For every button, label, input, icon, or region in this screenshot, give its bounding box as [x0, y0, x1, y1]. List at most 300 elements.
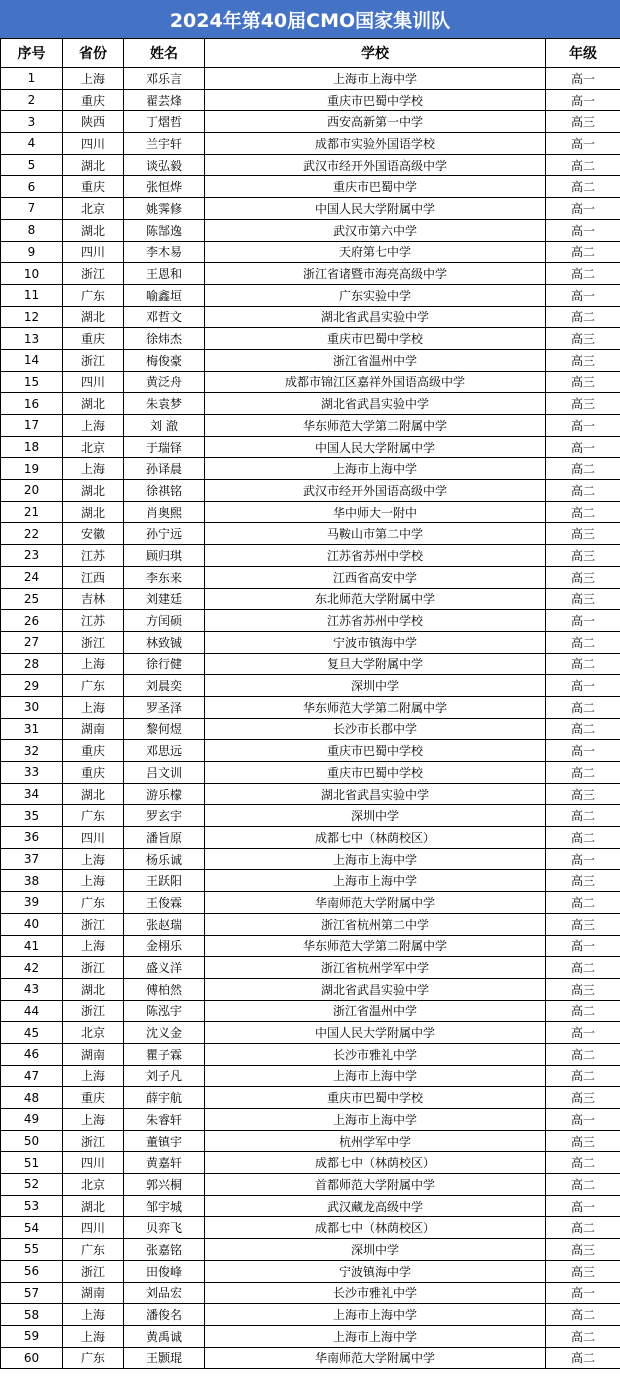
cell-name: 张嘉铭	[124, 1239, 205, 1261]
cell-no: 58	[1, 1304, 63, 1326]
cell-no: 4	[1, 133, 63, 155]
cell-province: 上海	[63, 68, 124, 90]
cell-grade: 高三	[546, 1130, 620, 1152]
cell-school: 重庆市巴蜀中学	[205, 176, 546, 198]
cell-name: 陈郜逸	[124, 219, 205, 241]
cell-school: 武汉市经开外国语高级中学	[205, 154, 546, 176]
cell-no: 6	[1, 176, 63, 198]
cell-name: 郭兴桐	[124, 1174, 205, 1196]
cell-school: 上海市上海中学	[205, 68, 546, 90]
cell-name: 沈义金	[124, 1022, 205, 1044]
cell-no: 25	[1, 588, 63, 610]
cell-school: 浙江省杭州学军中学	[205, 957, 546, 979]
cell-province: 重庆	[63, 89, 124, 111]
cell-school: 长沙市雅礼中学	[205, 1043, 546, 1065]
cell-name: 黄嘉轩	[124, 1152, 205, 1174]
cell-name: 董镇宇	[124, 1130, 205, 1152]
cell-name: 谈弘毅	[124, 154, 205, 176]
table-row	[1, 913, 620, 935]
cell-school: 重庆市巴蜀中学校	[205, 762, 546, 784]
cell-no: 31	[1, 718, 63, 740]
cell-no: 3	[1, 111, 63, 133]
cell-name: 陈泓宇	[124, 1000, 205, 1022]
cell-school: 成都七中（林荫校区）	[205, 1152, 546, 1174]
cell-name: 杨乐诚	[124, 848, 205, 870]
cell-school: 江苏省苏州中学校	[205, 610, 546, 632]
cell-province: 浙江	[63, 913, 124, 935]
table-row	[1, 675, 620, 697]
cell-grade: 高三	[546, 1087, 620, 1109]
cell-grade: 高三	[546, 371, 620, 393]
cell-province: 广东	[63, 675, 124, 697]
cell-name: 丁熠哲	[124, 111, 205, 133]
cell-grade: 高二	[546, 480, 620, 502]
cell-school: 浙江省诸暨市海亮高级中学	[205, 263, 546, 285]
cell-no: 60	[1, 1347, 63, 1369]
cell-school: 浙江省杭州第二中学	[205, 913, 546, 935]
cell-name: 刘建廷	[124, 588, 205, 610]
table-row	[1, 935, 620, 957]
table-row	[1, 328, 620, 350]
cell-no: 43	[1, 978, 63, 1000]
table-row	[1, 263, 620, 285]
cell-grade: 高二	[546, 762, 620, 784]
cell-name: 潘旨原	[124, 827, 205, 849]
cell-province: 重庆	[63, 328, 124, 350]
cell-grade: 高二	[546, 696, 620, 718]
cell-name: 罗圣泽	[124, 696, 205, 718]
cell-grade: 高一	[546, 415, 620, 437]
cell-province: 上海	[63, 696, 124, 718]
cell-school: 江西省高安中学	[205, 566, 546, 588]
cell-no: 33	[1, 762, 63, 784]
cell-province: 湖南	[63, 1282, 124, 1304]
cell-no: 54	[1, 1217, 63, 1239]
cell-no: 23	[1, 545, 63, 567]
cell-province: 四川	[63, 371, 124, 393]
cell-name: 薛宇航	[124, 1087, 205, 1109]
cell-name: 金栩乐	[124, 935, 205, 957]
table-row	[1, 1325, 620, 1347]
cell-province: 浙江	[63, 631, 124, 653]
cell-no: 40	[1, 913, 63, 935]
table-row	[1, 458, 620, 480]
table-row	[1, 805, 620, 827]
cell-grade: 高二	[546, 1043, 620, 1065]
cell-province: 湖北	[63, 480, 124, 502]
cell-name: 邓思远	[124, 740, 205, 762]
cell-no: 44	[1, 1000, 63, 1022]
table-row	[1, 1130, 620, 1152]
cell-name: 王恩和	[124, 263, 205, 285]
header-name: 姓名	[124, 39, 205, 68]
table-row	[1, 1239, 620, 1261]
cell-school: 上海市上海中学	[205, 1325, 546, 1347]
table-row	[1, 501, 620, 523]
cell-province: 湖北	[63, 783, 124, 805]
cell-school: 浙江省温州中学	[205, 349, 546, 371]
cell-school: 浙江省温州中学	[205, 1000, 546, 1022]
cell-no: 34	[1, 783, 63, 805]
cell-name: 梅俊豪	[124, 349, 205, 371]
table-row	[1, 1282, 620, 1304]
cell-name: 姚霁修	[124, 198, 205, 220]
cell-name: 顾归琪	[124, 545, 205, 567]
cell-grade: 高一	[546, 935, 620, 957]
cell-school: 天府第七中学	[205, 241, 546, 263]
cell-province: 四川	[63, 241, 124, 263]
cell-province: 湖北	[63, 393, 124, 415]
cell-school: 西安高新第一中学	[205, 111, 546, 133]
cell-name: 肖奥熙	[124, 501, 205, 523]
cell-grade: 高二	[546, 1217, 620, 1239]
cell-grade: 高一	[546, 68, 620, 90]
cell-province: 浙江	[63, 1130, 124, 1152]
header-province: 省份	[63, 39, 124, 68]
cell-grade: 高三	[546, 1239, 620, 1261]
cell-province: 浙江	[63, 1000, 124, 1022]
cell-school: 华南师范大学附属中学	[205, 1347, 546, 1369]
cell-school: 成都市实验外国语学校	[205, 133, 546, 155]
table-row	[1, 870, 620, 892]
cell-grade: 高三	[546, 393, 620, 415]
table-row	[1, 957, 620, 979]
cell-school: 华东师范大学第二附属中学	[205, 696, 546, 718]
cell-school: 深圳中学	[205, 805, 546, 827]
cell-school: 复旦大学附属中学	[205, 653, 546, 675]
cell-no: 39	[1, 892, 63, 914]
table-row	[1, 436, 620, 458]
cell-grade: 高三	[546, 588, 620, 610]
cell-province: 安徽	[63, 523, 124, 545]
cell-grade: 高二	[546, 263, 620, 285]
cell-grade: 高二	[546, 176, 620, 198]
cell-grade: 高二	[546, 1304, 620, 1326]
cell-province: 北京	[63, 436, 124, 458]
cell-province: 江西	[63, 566, 124, 588]
table-row	[1, 371, 620, 393]
cell-grade: 高二	[546, 892, 620, 914]
cell-no: 57	[1, 1282, 63, 1304]
roster-body	[1, 68, 620, 1369]
cell-school: 湖北省武昌实验中学	[205, 978, 546, 1000]
cell-name: 王跃阳	[124, 870, 205, 892]
cell-name: 瞿子霖	[124, 1043, 205, 1065]
cell-province: 湖南	[63, 1043, 124, 1065]
cell-province: 上海	[63, 1109, 124, 1131]
cell-no: 51	[1, 1152, 63, 1174]
table-row	[1, 783, 620, 805]
cell-grade: 高一	[546, 1109, 620, 1131]
cell-school: 中国人民大学附属中学	[205, 198, 546, 220]
cell-grade: 高三	[546, 566, 620, 588]
table-row	[1, 241, 620, 263]
table-row	[1, 523, 620, 545]
cell-name: 徐祺铭	[124, 480, 205, 502]
cell-grade: 高二	[546, 1347, 620, 1369]
cell-school: 华东师范大学第二附属中学	[205, 415, 546, 437]
cell-no: 16	[1, 393, 63, 415]
cell-no: 2	[1, 89, 63, 111]
cell-name: 张赵瑞	[124, 913, 205, 935]
cell-grade: 高二	[546, 501, 620, 523]
cell-province: 湖北	[63, 219, 124, 241]
cell-name: 刘子凡	[124, 1065, 205, 1087]
header-school: 学校	[205, 39, 546, 68]
cell-name: 游乐檬	[124, 783, 205, 805]
cell-school: 华东师范大学第二附属中学	[205, 935, 546, 957]
cell-name: 盛义洋	[124, 957, 205, 979]
cell-name: 田俊峰	[124, 1260, 205, 1282]
table-row	[1, 1347, 620, 1369]
cell-school: 中国人民大学附属中学	[205, 1022, 546, 1044]
cell-no: 37	[1, 848, 63, 870]
cell-grade: 高二	[546, 1174, 620, 1196]
cell-name: 朱袁梦	[124, 393, 205, 415]
cell-school: 上海市上海中学	[205, 848, 546, 870]
cell-grade: 高二	[546, 241, 620, 263]
cell-school: 首都师范大学附属中学	[205, 1174, 546, 1196]
cell-school: 广东实验中学	[205, 284, 546, 306]
cell-name: 徐炜杰	[124, 328, 205, 350]
cell-name: 喻鑫垣	[124, 284, 205, 306]
table-row	[1, 545, 620, 567]
cell-no: 7	[1, 198, 63, 220]
table-row	[1, 1195, 620, 1217]
cell-province: 浙江	[63, 263, 124, 285]
cell-school: 深圳中学	[205, 1239, 546, 1261]
table-row	[1, 892, 620, 914]
cell-province: 上海	[63, 870, 124, 892]
cell-grade: 高二	[546, 1325, 620, 1347]
cell-name: 黎何煜	[124, 718, 205, 740]
cell-no: 21	[1, 501, 63, 523]
table-row	[1, 740, 620, 762]
cell-province: 四川	[63, 1217, 124, 1239]
cell-name: 兰宇轩	[124, 133, 205, 155]
table-row	[1, 1260, 620, 1282]
cell-school: 成都七中（林荫校区）	[205, 827, 546, 849]
cell-no: 53	[1, 1195, 63, 1217]
cell-grade: 高一	[546, 219, 620, 241]
cell-school: 成都七中（林荫校区）	[205, 1217, 546, 1239]
page-title: 2024年第40届CMO国家集训队	[0, 0, 620, 39]
header-row	[1, 39, 620, 68]
cell-no: 5	[1, 154, 63, 176]
table-row	[1, 762, 620, 784]
cell-province: 重庆	[63, 176, 124, 198]
roster-table	[0, 38, 620, 1369]
cell-province: 上海	[63, 1325, 124, 1347]
table-row	[1, 1217, 620, 1239]
table-row	[1, 1065, 620, 1087]
cell-grade: 高二	[546, 154, 620, 176]
cell-school: 宁波市镇海中学	[205, 631, 546, 653]
cell-name: 潘俊名	[124, 1304, 205, 1326]
cell-grade: 高一	[546, 610, 620, 632]
cell-province: 上海	[63, 415, 124, 437]
cell-grade: 高二	[546, 631, 620, 653]
cell-province: 湖北	[63, 501, 124, 523]
header-no: 序号	[1, 39, 63, 68]
cell-no: 29	[1, 675, 63, 697]
cell-name: 孙译晨	[124, 458, 205, 480]
cell-grade: 高二	[546, 827, 620, 849]
cell-no: 13	[1, 328, 63, 350]
cell-name: 邓乐言	[124, 68, 205, 90]
cell-no: 50	[1, 1130, 63, 1152]
cell-province: 广东	[63, 284, 124, 306]
table-row	[1, 827, 620, 849]
cell-province: 四川	[63, 133, 124, 155]
cell-school: 武汉市经开外国语高级中学	[205, 480, 546, 502]
cell-province: 湖南	[63, 718, 124, 740]
cell-name: 孙宁远	[124, 523, 205, 545]
cell-name: 黄禹诚	[124, 1325, 205, 1347]
cell-school: 宁波镇海中学	[205, 1260, 546, 1282]
cell-school: 重庆市巴蜀中学校	[205, 328, 546, 350]
cell-no: 46	[1, 1043, 63, 1065]
cell-no: 11	[1, 284, 63, 306]
table-row	[1, 198, 620, 220]
cell-province: 广东	[63, 1239, 124, 1261]
cell-school: 长沙市雅礼中学	[205, 1282, 546, 1304]
cell-school: 成都市锦江区嘉祥外国语高级中学	[205, 371, 546, 393]
table-row	[1, 480, 620, 502]
table-row	[1, 89, 620, 111]
cell-no: 26	[1, 610, 63, 632]
table-row	[1, 610, 620, 632]
table-row	[1, 415, 620, 437]
cell-no: 22	[1, 523, 63, 545]
cell-grade: 高二	[546, 306, 620, 328]
cell-grade: 高二	[546, 458, 620, 480]
cell-grade: 高一	[546, 284, 620, 306]
cell-no: 30	[1, 696, 63, 718]
table-row	[1, 154, 620, 176]
cell-province: 北京	[63, 1174, 124, 1196]
table-row	[1, 1152, 620, 1174]
cell-grade: 高三	[546, 913, 620, 935]
cell-name: 王颢琨	[124, 1347, 205, 1369]
cell-school: 武汉市第六中学	[205, 219, 546, 241]
table-row	[1, 133, 620, 155]
cell-name: 张恒烨	[124, 176, 205, 198]
cell-no: 47	[1, 1065, 63, 1087]
table-row	[1, 111, 620, 133]
cell-name: 傅柏然	[124, 978, 205, 1000]
cell-school: 长沙市长郡中学	[205, 718, 546, 740]
cell-name: 刘 澈	[124, 415, 205, 437]
cell-grade: 高三	[546, 978, 620, 1000]
cell-grade: 高三	[546, 1260, 620, 1282]
cell-province: 湖北	[63, 978, 124, 1000]
cell-no: 15	[1, 371, 63, 393]
cell-province: 广东	[63, 892, 124, 914]
cell-grade: 高三	[546, 870, 620, 892]
table-row	[1, 284, 620, 306]
cell-name: 刘晨奕	[124, 675, 205, 697]
cell-grade: 高三	[546, 545, 620, 567]
cell-no: 17	[1, 415, 63, 437]
cell-school: 华中师大一附中	[205, 501, 546, 523]
cell-school: 深圳中学	[205, 675, 546, 697]
cell-province: 重庆	[63, 1087, 124, 1109]
cell-no: 19	[1, 458, 63, 480]
table-row	[1, 219, 620, 241]
cell-province: 北京	[63, 198, 124, 220]
cell-school: 重庆市巴蜀中学校	[205, 89, 546, 111]
cell-grade: 高二	[546, 653, 620, 675]
cell-grade: 高二	[546, 805, 620, 827]
cell-grade: 高三	[546, 328, 620, 350]
cell-no: 38	[1, 870, 63, 892]
cell-name: 李木易	[124, 241, 205, 263]
cell-no: 42	[1, 957, 63, 979]
cell-school: 上海市上海中学	[205, 1065, 546, 1087]
table-row	[1, 1022, 620, 1044]
cell-no: 14	[1, 349, 63, 371]
cell-province: 四川	[63, 1152, 124, 1174]
cell-name: 黄泛舟	[124, 371, 205, 393]
cell-grade: 高一	[546, 740, 620, 762]
cell-province: 浙江	[63, 1260, 124, 1282]
cell-name: 李东来	[124, 566, 205, 588]
table-row	[1, 306, 620, 328]
cell-school: 重庆市巴蜀中学校	[205, 1087, 546, 1109]
cell-province: 上海	[63, 458, 124, 480]
cell-no: 55	[1, 1239, 63, 1261]
cell-no: 24	[1, 566, 63, 588]
table-row	[1, 176, 620, 198]
cell-province: 四川	[63, 827, 124, 849]
cell-grade: 高二	[546, 1000, 620, 1022]
table-row	[1, 68, 620, 90]
cell-school: 湖北省武昌实验中学	[205, 393, 546, 415]
header-grade: 年级	[546, 39, 620, 68]
cell-province: 广东	[63, 1347, 124, 1369]
table-row	[1, 848, 620, 870]
cell-province: 湖北	[63, 1195, 124, 1217]
cell-name: 于瑞铎	[124, 436, 205, 458]
cell-province: 重庆	[63, 762, 124, 784]
cell-province: 广东	[63, 805, 124, 827]
cell-province: 江苏	[63, 545, 124, 567]
cell-grade: 高三	[546, 349, 620, 371]
cell-no: 18	[1, 436, 63, 458]
cell-no: 35	[1, 805, 63, 827]
cell-name: 贝弈飞	[124, 1217, 205, 1239]
cell-no: 48	[1, 1087, 63, 1109]
cell-name: 王俊霖	[124, 892, 205, 914]
cell-grade: 高二	[546, 718, 620, 740]
cell-no: 41	[1, 935, 63, 957]
cell-school: 江苏省苏州中学校	[205, 545, 546, 567]
cell-no: 56	[1, 1260, 63, 1282]
table-row	[1, 718, 620, 740]
cell-no: 28	[1, 653, 63, 675]
cell-grade: 高一	[546, 89, 620, 111]
cell-no: 12	[1, 306, 63, 328]
cell-province: 江苏	[63, 610, 124, 632]
table-row	[1, 1043, 620, 1065]
cell-province: 上海	[63, 848, 124, 870]
cell-grade: 高一	[546, 133, 620, 155]
cell-no: 1	[1, 68, 63, 90]
cell-school: 马鞍山市第二中学	[205, 523, 546, 545]
cell-province: 上海	[63, 653, 124, 675]
cell-school: 华南师范大学附属中学	[205, 892, 546, 914]
